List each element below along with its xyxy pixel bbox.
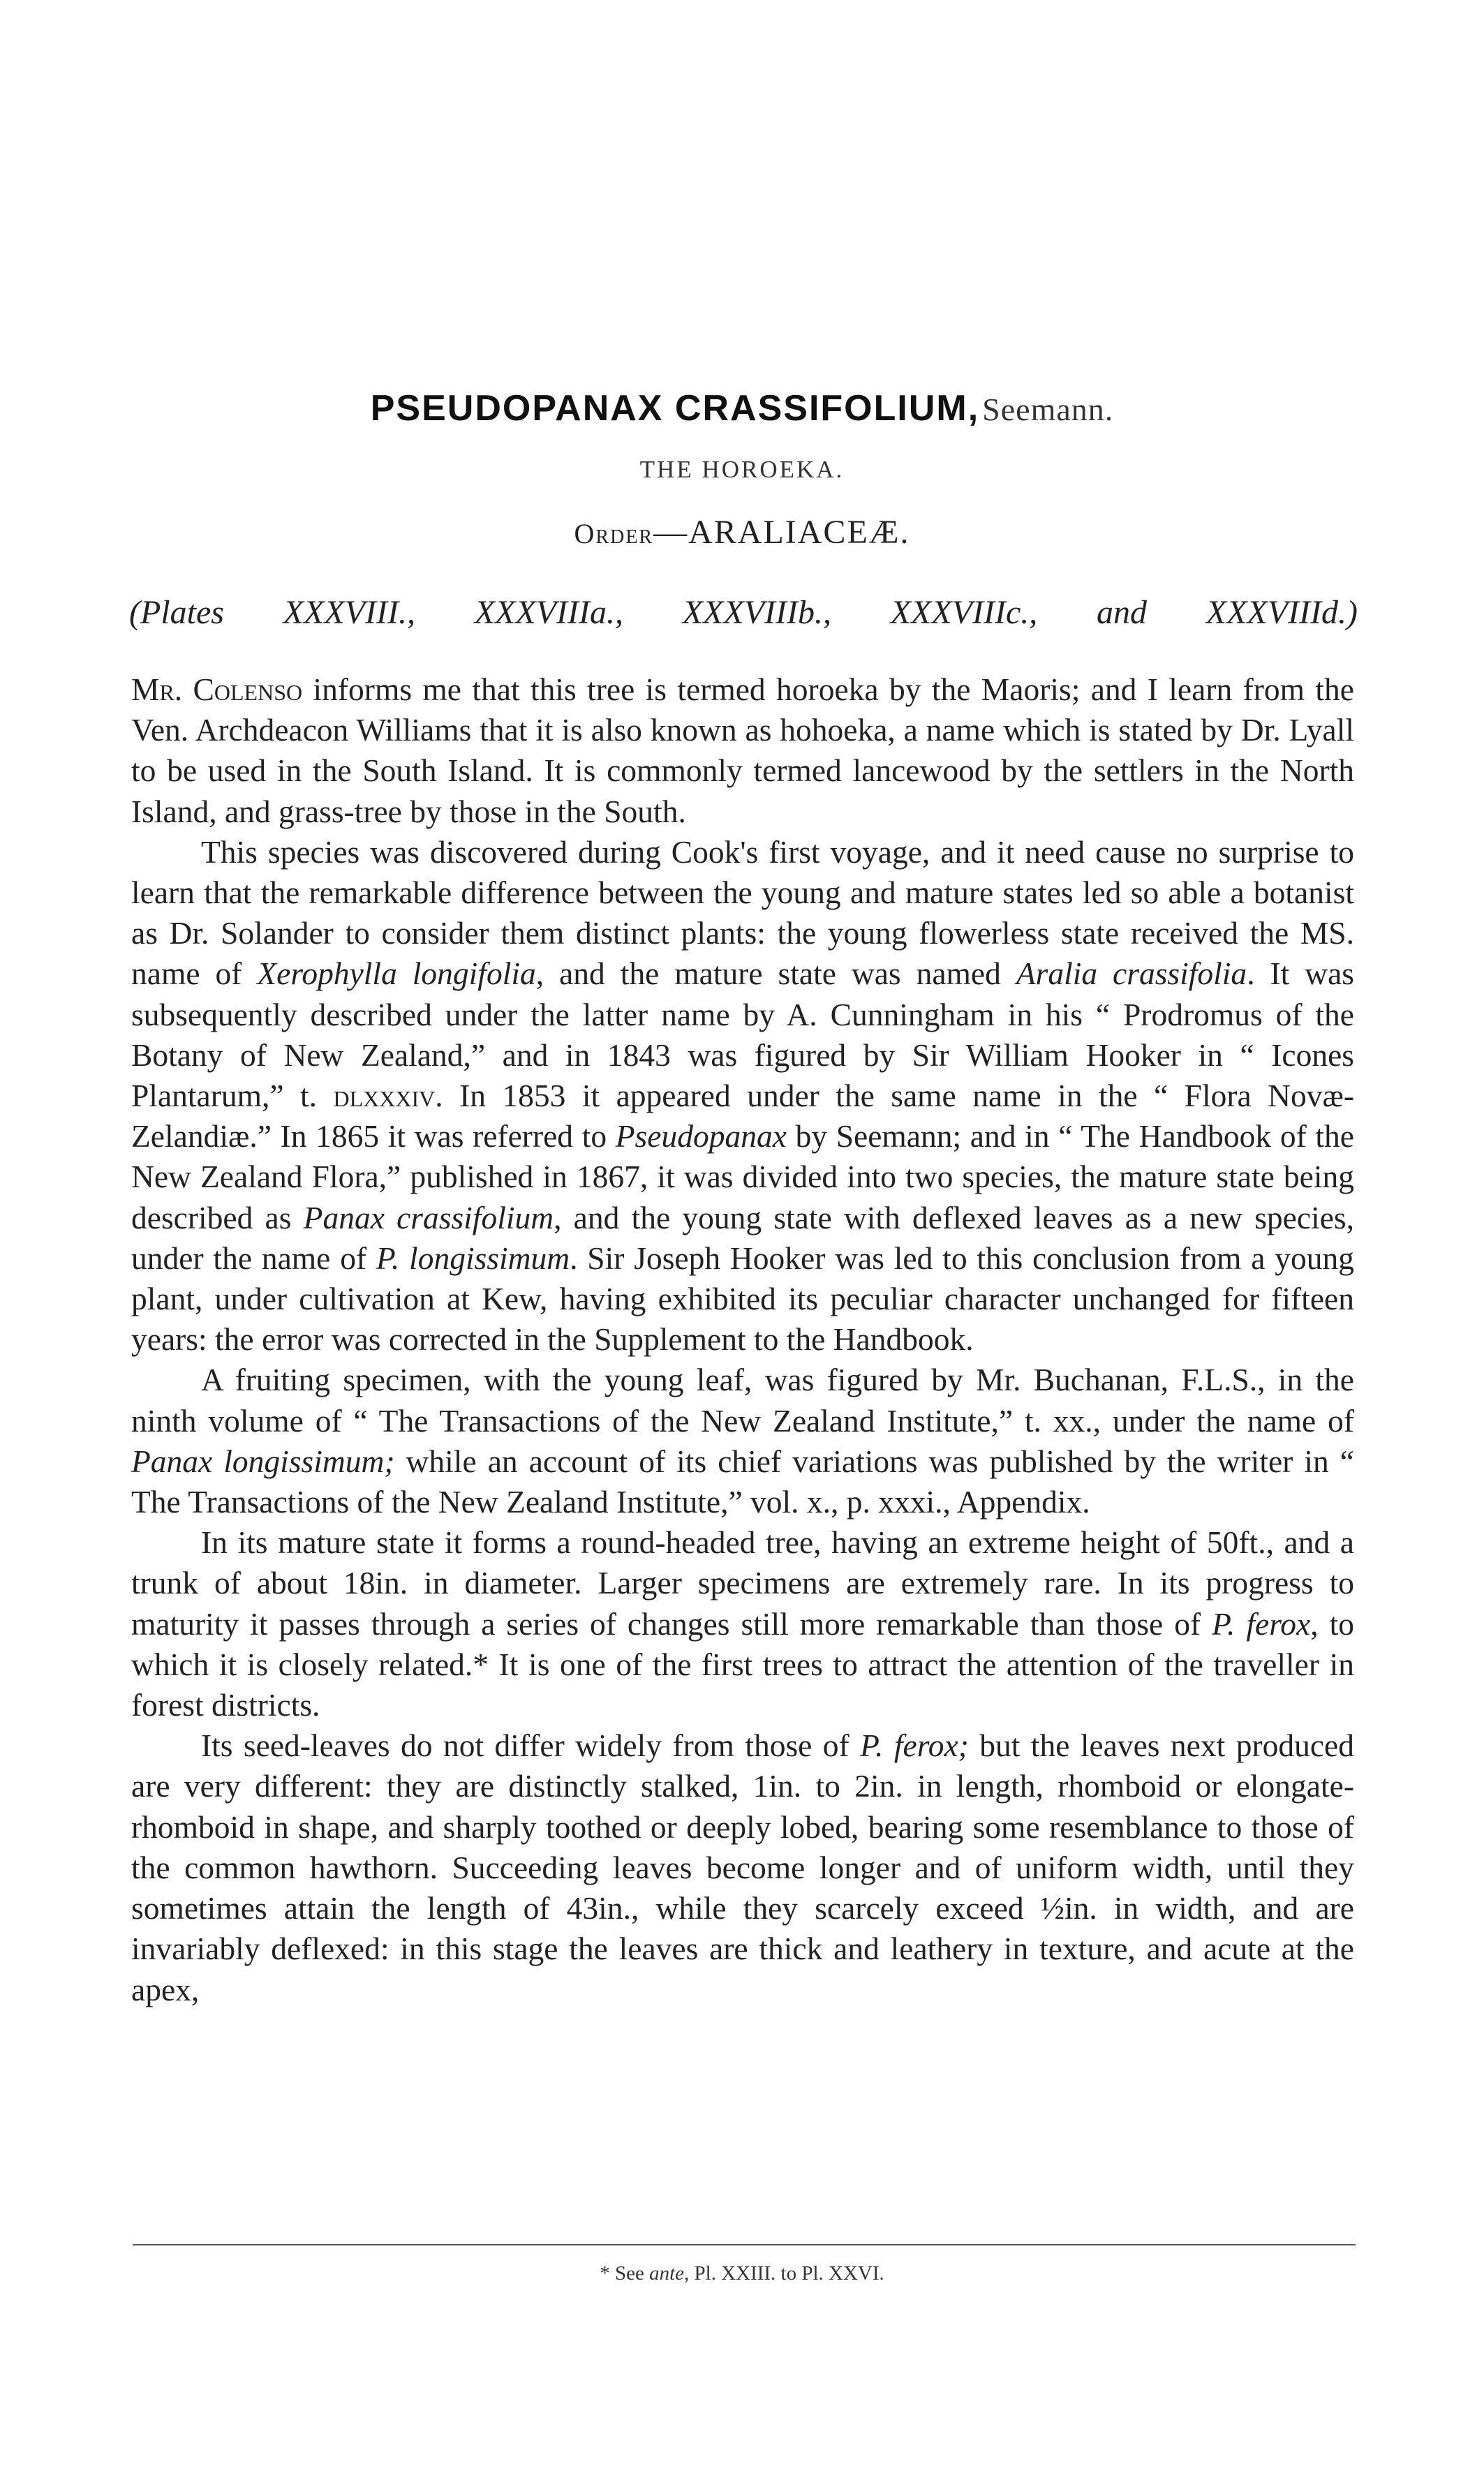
order-dash: — — [653, 514, 689, 551]
paragraph-5-italic-1: P. ferox; — [860, 1728, 969, 1764]
paragraph-5-text-1: Its seed-leaves do not differ widely from those of — [201, 1728, 861, 1764]
paragraph-5 — [131, 1725, 1354, 2010]
common-name: THE HOROEKA. — [639, 456, 845, 483]
footnote-divider — [133, 2244, 1356, 2245]
paragraph-4-text-1: In its mature state it forms a round-headed tree, having an extreme height of 50ft., and a trunk of about 18in. in diameter. Larger specimens are extremely rare. In its progress to maturity it passes through a series of changes still more remarkable than those of — [131, 1524, 1354, 1642]
paragraph-3 — [131, 1360, 1354, 1522]
article-body — [131, 669, 1354, 2010]
paragraph-1-text: informs me that this tree is termed horoeka by the Maoris; and I learn from the Ven. Archdeacon Williams that it is also known as hohoeka, a name which is stated by Dr. Lyall to be used in the South Island. It is commonly termed lancewood by the settlers in the North Island, and grass-tree by those in the South. — [131, 671, 1355, 829]
paragraph-2-text-2: , and the mature state was named — [535, 956, 1016, 992]
species-author: Seemann. — [982, 392, 1114, 427]
paragraph-2-text-4: . In 1853 it appeared under the same name in the “ Flora Novæ-Zelandiæ.” In 1865 it was referred to — [131, 1078, 1354, 1154]
paragraph-5-text-2: but the leaves next produced are very different: they are distinctly stalked, 1in. to 2in. in length, rhomboid or elongate-rhomboid in shape, and sharply toothed or deeply lobed, bearing some resemblance to those of the common hawthorn. Succeeding leaves become longer and of uniform width, until they sometimes attain the length of 43in., while they scarcely exceed ½in. in width, and are invariably deflexed: in this stage the leaves are thick and leathery in texture, and acute at the apex, — [131, 1728, 1354, 2007]
order-name: ARALIACEÆ. — [688, 514, 910, 551]
paragraph-2-text-1: This species was discovered during Cook's first voyage, and it need cause no surprise to learn that the remarkable difference between the young and mature states led so able a botanist as Dr. Solander to consider them distinct plants: the young flowerless state received the MS. name of — [131, 833, 1354, 992]
paragraph-2-italic-3: Pseudopanax — [615, 1118, 787, 1154]
paragraph-2-italic-2: Aralia crassifolia — [1016, 956, 1247, 992]
paragraph-3-text-2: while an account of its chief variations was published by the writer in “ The Transactions of the New Zealand Institute,” vol. x., p. xxxi., Appendix. — [131, 1443, 1354, 1520]
paragraph-2-italic-1: Xerophylla longifolia — [257, 956, 536, 992]
paragraph-2-text-6: , and the young state with deflexed leaves as a new species, under the name of — [131, 1199, 1354, 1276]
paragraph-2-text-7: . Sir Joseph Hooker was led to this conclusion from a young plant, under cultivation at Kew, having exhibited its peculiar character unchanged for fifteen years: the error was corrected in the Supplement to the Handbook. — [131, 1240, 1354, 1358]
paragraph-4-italic-1: P. ferox — [1212, 1605, 1311, 1642]
paragraph-2-italic-5: P. longissimum — [376, 1240, 570, 1276]
roman-numeral: dlxxxiv — [333, 1078, 436, 1114]
order-line — [0, 512, 1484, 555]
footnote-suffix: , Pl. XXIII. to Pl. XXVI. — [684, 2262, 884, 2285]
title-line — [0, 380, 1484, 445]
order-label: Order — [574, 518, 654, 549]
paragraph-2-text-3: . It was subsequently described under the latter name by A. Cunningham in his “ Prodromus of the Botany of New Zealand,” and in 1843 was figured by Sir William Hooker in “ Icones Plantarum,” t. — [131, 956, 1355, 1114]
lead-name: Mr. Colenso — [131, 671, 303, 707]
paragraph-3-text-1: A fruiting specimen, with the young leaf, was figured by Mr. Buchanan, F.L.S., in the ninth volume of “ The Transactions of the New Zealand Institute,” t. xx., under the name of — [131, 1362, 1354, 1439]
paragraph-3-italic-1: Panax longissimum; — [131, 1443, 395, 1479]
paragraph-4 — [131, 1522, 1354, 1725]
footnote-prefix: * See — [600, 2262, 650, 2285]
footnote — [0, 2259, 1484, 2287]
plates-reference: (Plates XXXVIII., XXXVIIIa., XXXVIIIb., XXXVIIIc., and XXXVIIId.) — [129, 594, 1358, 631]
paragraph-4-text-2: , to which it is closely related.* It is one of the first trees to attract the attention of the traveller in forest districts. — [131, 1605, 1354, 1723]
paragraph-1 — [131, 669, 1354, 832]
paragraph-2 — [131, 832, 1354, 1360]
footnote-italic: ante — [649, 2262, 685, 2285]
species-title: PSEUDOPANAX CRASSIFOLIUM, — [370, 388, 980, 429]
paragraph-2-italic-4: Panax crassifolium — [303, 1199, 554, 1235]
paragraph-2-text-5: by Seemann; and in “ The Handbook of the New Zealand Flora,” published in 1867, it was divided into two species, the mature state being described as — [131, 1118, 1354, 1235]
